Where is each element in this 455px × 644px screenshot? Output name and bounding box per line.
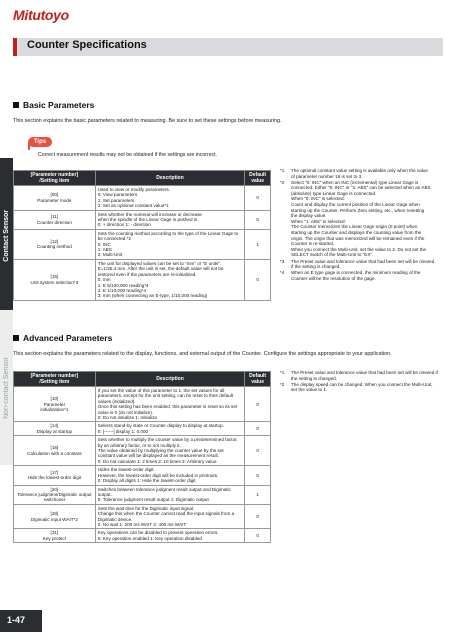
default-value-cell: 1 [245, 485, 271, 504]
default-value-cell: 0 [245, 422, 271, 436]
table-row [14, 210, 271, 229]
table-row [14, 485, 271, 504]
parameter-number: [20] [50, 486, 59, 492]
tips-badge: Tips [28, 137, 52, 147]
description-line: E=1/25.4 mm. After the unit is set, the default value will not be [97, 266, 224, 272]
header-default: Default value [245, 372, 271, 387]
mitutoyo-logo: Mitutoyo [13, 7, 69, 23]
description-cell [95, 186, 245, 211]
setting-item-name: Key protect [42, 535, 66, 541]
header-param: [Parameter number] /Setting item [14, 372, 96, 387]
footnote-line: set the value to 1. [291, 387, 328, 393]
table-row [14, 529, 271, 543]
default-value-cell: 0 [245, 436, 271, 466]
setting-item-name: Tolerance judgment/Digimatic output [17, 491, 92, 497]
footnote-line: (absolute) type Linear Gage is connected. [291, 190, 377, 196]
basic-notes [280, 168, 448, 282]
footnote [280, 259, 448, 270]
table-row [14, 186, 271, 211]
description-line: 0: [------] display 1: 0.000 [97, 428, 149, 434]
footnote-line: When "1: ABS" is selected: [291, 218, 346, 224]
tips-connector [28, 143, 30, 150]
footnote [280, 168, 448, 179]
setting-item-name: switchover [43, 497, 66, 503]
footnote [280, 270, 448, 281]
page-number-bar [0, 610, 42, 632]
default-value-cell: 0 [245, 387, 271, 422]
setting-item-name: Unit system selection*3 [30, 279, 79, 285]
footnote-line: starting up the Counter and displays the counting value from the [291, 230, 422, 236]
description-line: Switches between tolerance judgment result output and Digimatic [97, 486, 231, 492]
parameter-number: [00] [50, 192, 59, 198]
parameter-cell [14, 259, 96, 300]
description-line: Change this when the Counter cannot read the input signals from a [97, 511, 235, 517]
footnote [280, 180, 448, 258]
footnote-line: starting up the Counter. Perform Zero setting, etc., when resetting [291, 207, 425, 213]
footnote-body [291, 259, 434, 270]
footnote-line: the setting is changed. [291, 375, 337, 381]
description-line: Sets the wait time for the Digimatic input signal. [97, 505, 195, 511]
parameter-number: [31] [50, 530, 59, 536]
footnote-body [291, 370, 438, 381]
description-line: Digimatic device. [97, 516, 133, 522]
footnote-line: connected. Either "0: INC" or "1: ABS" can be selected when an ABS [291, 185, 431, 191]
description-line: Used to view or modify parameters. [97, 187, 171, 192]
parameter-cell [14, 422, 96, 436]
description-cell [95, 259, 245, 300]
advanced-description: This section explains the parameters related to the display, functions, and external output of the Counter. Configure the settings appropriate to your application. [13, 351, 392, 357]
parameter-cell [14, 229, 96, 259]
footnote-line: Counter is re-started. [291, 241, 335, 247]
footnote-line: The optional constant value setting is available only when the value [291, 168, 428, 173]
description-line: Sets whether the numeral will increase or decrease [97, 211, 202, 217]
header-param: [Parameter number] /Setting item [14, 171, 96, 186]
parameter-number: [17] [50, 469, 59, 475]
footnote-line: When an E type gage is connected, the minimum reading of the [291, 270, 421, 276]
footnote-line: SELECT switch of the Multi-Unit to "EX". [291, 252, 374, 258]
table-row [14, 504, 271, 529]
footnote-body [291, 168, 428, 179]
description-line: restored even if the parameters are re-initialized. [97, 271, 197, 277]
description-line: 1: ABS [97, 247, 112, 253]
parameter-cell [14, 436, 96, 466]
default-value-cell: 0 [245, 259, 271, 300]
footnote-line: origin. The origin that was memorized will be remained even if the [291, 235, 425, 241]
advanced-parameters-table [13, 371, 271, 543]
header-description: Description [95, 372, 245, 387]
description-line: 0: View parameters [97, 192, 138, 198]
parameter-number: [12] [50, 238, 59, 244]
header-default: Default value [245, 171, 271, 186]
description-line: 0: Tolerance judgment result output 1: Digimatic output [97, 497, 209, 503]
side-tab-non-contact[interactable] [0, 310, 13, 465]
footnote [280, 370, 448, 381]
description-line: values (initialized). [97, 398, 136, 404]
parameter-cell [14, 529, 96, 543]
description-line: 0: Do not initialize 1: Initialize [97, 415, 158, 421]
footnote-line: The Preset value and tolerance value that had been set will be cleared if [291, 370, 438, 375]
default-value-cell: 0 [245, 504, 271, 529]
advanced-heading: Advanced Parameters [13, 333, 112, 343]
basic-parameters-table [13, 170, 271, 301]
parameter-number: [14] [50, 423, 59, 429]
footnote-line: When you connect the Multi-Unit, set the value to 2. Do not set the [291, 246, 427, 252]
table-row [14, 387, 271, 422]
description-line: Hides the lowest-order digit. [97, 467, 155, 473]
page-number: 1-47 [7, 615, 26, 625]
description-line: Sets whether to multiply the counter value by a predetermined factor, [97, 437, 238, 443]
description-line: The unit for displayed values can be set to "mm" or "E units". [97, 260, 222, 266]
description-line: 0: Key operation enabled 1: Key operation disabled [97, 535, 202, 541]
parameter-cell [14, 504, 96, 529]
description-line: 2: E 1/10,000 reading*4 [97, 287, 147, 293]
basic-heading: Basic Parameters [13, 100, 94, 110]
description-line: 2: Multi-Unit [97, 252, 123, 258]
description-line: Selects stand-by state or Counter display to display at startup. [97, 423, 224, 429]
footnote-id: *2 [280, 381, 285, 387]
footnote-id: *2 [280, 179, 285, 185]
description-cell [95, 466, 245, 485]
side-tab-contact-label: Contact Sensor [3, 209, 10, 262]
default-value-cell: 0 [245, 186, 271, 211]
footnote-line: the display value. [291, 213, 327, 219]
table-row [14, 466, 271, 485]
description-line: 0: No wait 1: 200 ms WAIT 2: 400 ms WAIT [97, 521, 187, 527]
description-line: be connected.*2 [97, 236, 131, 242]
parameter-number: [16] [50, 445, 59, 451]
description-line: 0: Display all digits 1: Hide the lowest-order digit [97, 478, 196, 484]
footnote-line: if the setting is changed. [291, 264, 341, 270]
description-line: 0: + direction 1: - direction [97, 222, 151, 228]
description-line: However, the lowest-order digit will be included in printouts. [97, 472, 219, 478]
default-value-cell: 0 [245, 210, 271, 229]
description-cell [95, 422, 245, 436]
description-line: parameters, except for the unit setting, can be reset to their default [97, 393, 234, 399]
parameter-cell [14, 387, 96, 422]
description-line: 0: Do not calculate 1: 2 times 2: 10 times 3: Arbitrary value [97, 458, 217, 464]
footnote-line: The Counter memorizes the Linear Gage origin (0 point) when [291, 224, 418, 230]
default-value-cell: 0 [245, 529, 271, 543]
side-tab-contact[interactable] [0, 158, 13, 313]
description-line: output. [97, 491, 112, 497]
description-line: 3: mm (when connecting an E-type, 1/10,000 reading) [97, 293, 208, 299]
footnote-line: Select "0: INC" when an INC (incremental) type Linear Gage is [291, 179, 419, 185]
description-line: If you set the value of this parameter to 1, the set values for all [97, 388, 225, 393]
description-line: 1: Set parameters [97, 197, 135, 203]
setting-item-name: Digimatic input WAIT*2 [30, 516, 78, 522]
description-line: 0: INC [97, 241, 111, 247]
side-tab-non-contact-label: Non-contact Sensor [3, 356, 10, 419]
description-line: 2: Set an optional constant value*1 [97, 203, 169, 209]
footnote-id: *1 [280, 370, 285, 375]
parameter-number: [11] [50, 214, 59, 220]
footnote-line: of parameter number 16 is set to 3. [291, 173, 363, 179]
parameter-cell [14, 186, 96, 211]
tips-text: Correct measurement results may not be obtained if the settings are incorrect. [38, 152, 218, 158]
parameter-cell [14, 485, 96, 504]
table-header-row [14, 171, 271, 186]
description-line: Once this setting has been enabled, this parameter is reset so its set [97, 404, 238, 410]
footnote-body [291, 180, 431, 258]
table-row [14, 436, 271, 466]
footnote-body [291, 382, 432, 393]
footnote-line: When "0: INC" is selected: [291, 196, 345, 202]
setting-item-name: Parameter mode [37, 197, 72, 203]
parameter-number: [10] [50, 396, 59, 402]
advanced-notes [280, 370, 448, 393]
footnote-body [291, 270, 420, 281]
parameter-cell [14, 210, 96, 229]
footnote-line: Counter will be the resolution of the gage. [291, 275, 376, 281]
table-row [14, 229, 271, 259]
setting-item-name: Counting method [36, 244, 72, 250]
default-value-cell: 1 [245, 229, 271, 259]
setting-item-name: Counter direction [36, 219, 72, 225]
header-description: Description [95, 171, 245, 186]
setting-item-name: Hide the lowest-order digit [27, 475, 82, 481]
description-line: Sets the counting method according to the type of the Linear Gage to [97, 230, 239, 236]
description-line: Key operations can be disabled to prevent operation errors. [97, 530, 219, 536]
description-cell [95, 436, 245, 466]
table-row [14, 422, 271, 436]
footnote-line: The display speed can be changed. When you connect the Multi-Unit, [291, 381, 433, 387]
description-line: 0: mm [97, 277, 111, 283]
description-cell [95, 210, 245, 229]
page-title: Counter Specifications [27, 39, 147, 51]
description-cell [95, 504, 245, 529]
footnote-line: The Preset value and tolerance value that had been set will be cleared [291, 258, 435, 264]
description-line: by an arbitrary factor, or to not multiply it. [97, 442, 181, 448]
setting-item-name: initialization*1 [40, 406, 69, 412]
description-cell [95, 387, 245, 422]
footnote-id: *4 [280, 270, 285, 276]
description-cell [95, 485, 245, 504]
setting-item-name: Parameter [43, 401, 66, 407]
description-line: The value obtained by multiplying the counter value by the set [97, 448, 224, 454]
parameter-cell [14, 466, 96, 485]
description-line: 1: E 5/100,000 reading*4 [97, 282, 149, 288]
description-line: when the spindle of the Linear Gage is pushed in. [97, 217, 199, 223]
basic-description: This section explains the basic parameters related to measuring. Be sure to set these settings before measuring. [13, 118, 282, 124]
description-cell [95, 529, 245, 543]
parameter-number: [15] [50, 274, 59, 280]
description-line: constant value will be displayed as the measurement result. [97, 453, 220, 459]
parameter-number: [28] [50, 511, 59, 517]
setting-item-name: Calculation with a constant [27, 450, 82, 456]
setting-item-name: Display at startup [36, 428, 73, 434]
default-value-cell: 0 [245, 466, 271, 485]
footnote-id: *3 [280, 258, 285, 264]
footnote-line: Count and display the current position of the Linear Gage when [291, 202, 420, 208]
table-row [14, 259, 271, 300]
page-title-bar [13, 38, 443, 56]
description-cell [95, 229, 245, 259]
footnote [280, 382, 448, 393]
description-line: value is 0 (do not initialize). [97, 409, 154, 415]
table-header-row [14, 372, 271, 387]
footnote-id: *1 [280, 168, 285, 173]
